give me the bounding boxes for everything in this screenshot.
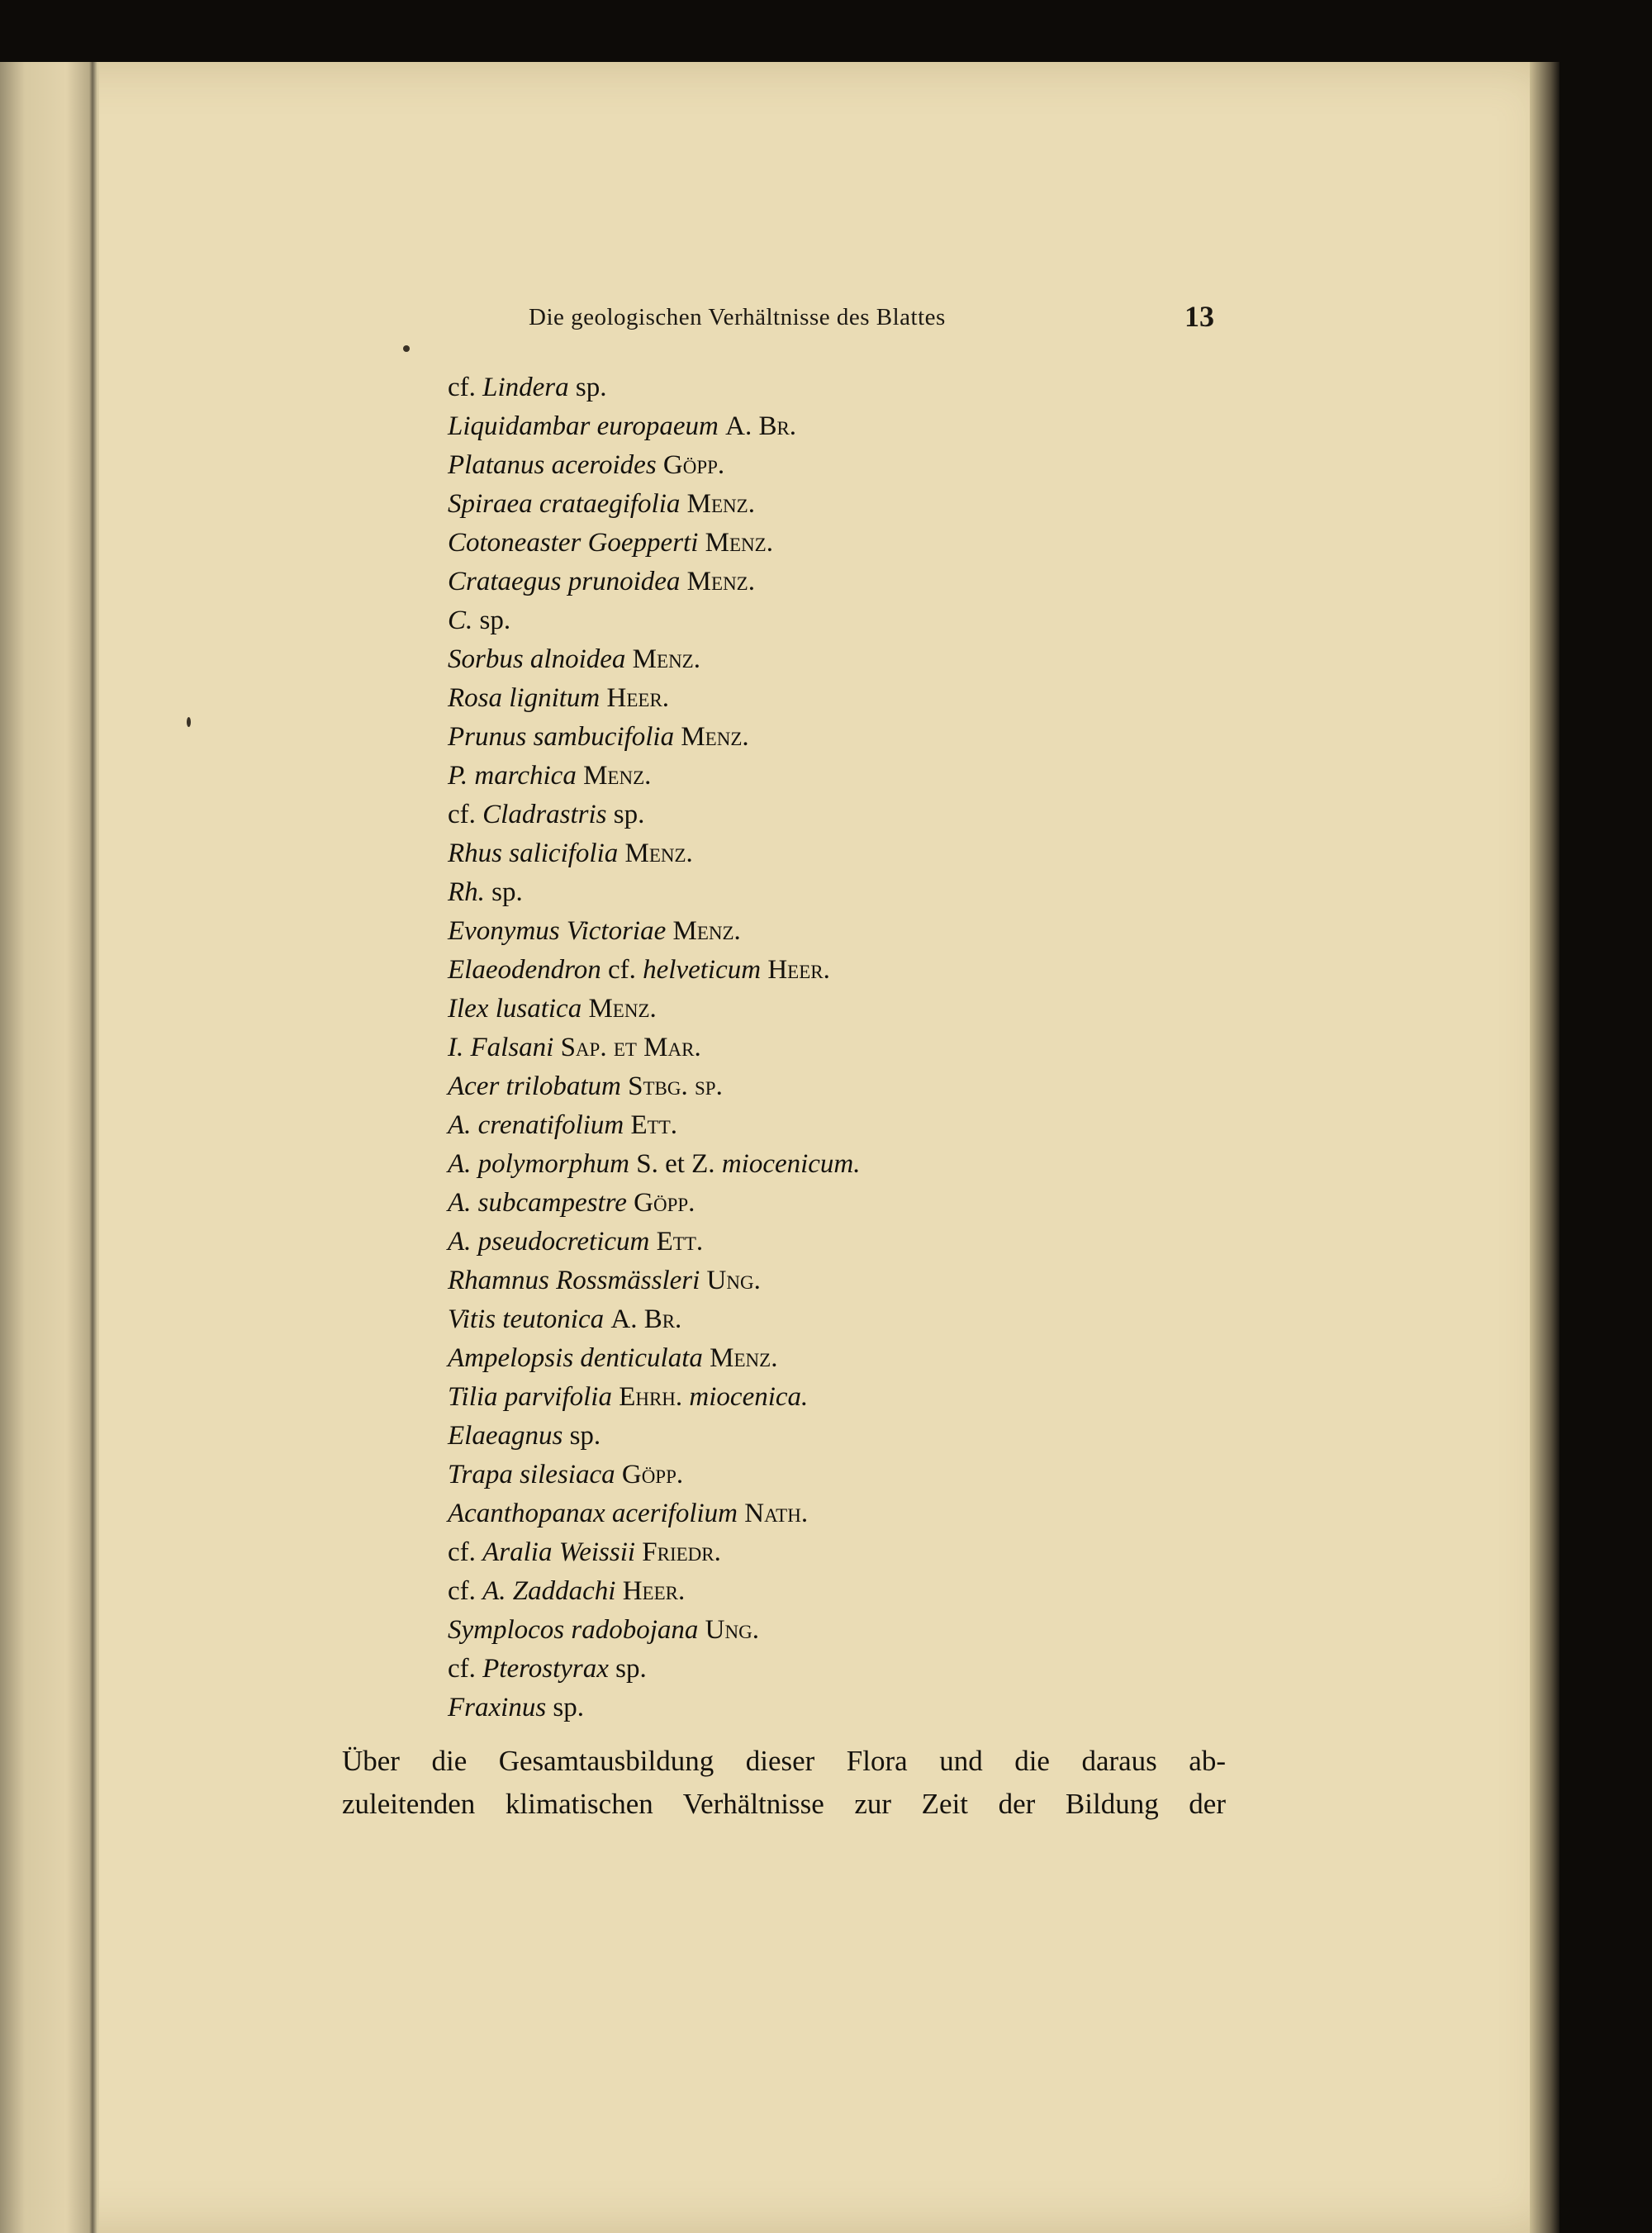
species-author: Ehrh.: [619, 1382, 683, 1412]
species-genus: Acer trilobatum: [448, 1071, 621, 1101]
print-speck: [403, 345, 410, 352]
species-entry: [448, 1145, 1356, 1184]
species-author: Menz.: [583, 761, 652, 791]
page-edge: [1530, 62, 1559, 2233]
paragraph-line-1: Über die Gesamtausbildung dieser Flora und die daraus ab-: [342, 1745, 1226, 1777]
species-pre: cf.: [448, 800, 483, 829]
species-post: [698, 528, 705, 558]
species-post: [612, 1382, 619, 1412]
print-speck: [187, 717, 191, 727]
species-post: sp.: [608, 1654, 647, 1684]
species-author: Ung.: [705, 1615, 759, 1645]
species-entry: [448, 524, 1356, 563]
species-genus: Elaeagnus: [448, 1421, 563, 1451]
species-genus: Prunus sambucifolia: [448, 722, 675, 752]
species-entry: [448, 1378, 1356, 1417]
species-genus: Platanus aceroides: [448, 450, 657, 480]
species-genus: Ampelopsis denticulata: [448, 1343, 703, 1373]
species-author: Ung.: [706, 1266, 761, 1295]
species-author: Heer.: [606, 683, 670, 713]
species-genus: Rh.: [448, 877, 485, 907]
species-entry: [448, 1572, 1356, 1611]
species-author: Menz.: [624, 839, 693, 868]
species-genus: Acanthopanax acerifolium: [448, 1499, 738, 1528]
species-post: [657, 450, 663, 480]
species-author: Friedr.: [642, 1537, 721, 1567]
species-entry: [448, 1456, 1356, 1494]
species-pre: cf.: [448, 1576, 483, 1606]
species-entry: [448, 601, 1356, 640]
species-author: Menz.: [672, 916, 741, 946]
species-entry: [448, 407, 1356, 446]
species-genus: A. subcampestre: [448, 1188, 627, 1218]
species-genus: P. marchica: [448, 761, 577, 791]
species-post: [680, 567, 686, 596]
species-entry: [448, 757, 1356, 796]
species-author: Heer.: [622, 1576, 686, 1606]
species-entry: [448, 446, 1356, 485]
species-genus: Spiraea crataegifolia: [448, 489, 681, 519]
species-post: [719, 411, 725, 441]
species-author: Menz.: [632, 644, 700, 674]
species-entry: [448, 679, 1356, 718]
species-post: [680, 489, 686, 519]
binding-gutter: [0, 62, 99, 2233]
species-entry: [448, 1611, 1356, 1650]
species-author: Heer.: [767, 955, 830, 985]
species-post: [600, 683, 606, 713]
species-extra: miocenicum.: [721, 1149, 861, 1179]
species-genus: Trapa silesiaca: [448, 1460, 615, 1489]
species-post: [624, 1110, 630, 1140]
species-author: Göpp.: [634, 1188, 695, 1218]
species-entry: [448, 368, 1356, 407]
species-post: sp.: [563, 1421, 601, 1451]
species-genus: Liquidambar europaeum: [448, 411, 719, 441]
species-entry: [448, 1223, 1356, 1261]
species-entry: [448, 796, 1356, 834]
species-entry: [448, 1689, 1356, 1727]
species-entry: [448, 1494, 1356, 1533]
species-genus: Rosa lignitum: [448, 683, 601, 713]
paragraph-line-2: zuleitenden klimatischen Verhältnisse zur Zeit der Bildung der: [342, 1788, 1226, 1820]
species-author: Menz.: [705, 528, 773, 558]
species-author: Stbg. sp.: [628, 1071, 723, 1101]
species-pre: cf.: [448, 373, 483, 402]
species-genus: Rhus salicifolia: [448, 839, 619, 868]
species-entry: [448, 873, 1356, 912]
species-entry: [448, 1106, 1356, 1145]
species-post: sp.: [546, 1693, 585, 1722]
species-entry: [448, 1417, 1356, 1456]
species-author: Ett.: [656, 1227, 704, 1257]
species-author: A. Br.: [725, 411, 797, 441]
species-post: [621, 1071, 628, 1101]
species-author: Menz.: [681, 722, 749, 752]
species-post: [615, 1576, 622, 1606]
running-title: Die geologischen Verhältnisse des Blattes: [529, 304, 946, 330]
species-entry: [448, 1029, 1356, 1067]
species-entry: [448, 563, 1356, 601]
species-post: sp.: [568, 373, 607, 402]
species-post: [625, 644, 632, 674]
species-post: [615, 1460, 622, 1489]
species-extra2: miocenica.: [682, 1382, 809, 1412]
species-genus: C.: [448, 606, 473, 635]
species-author: Menz.: [686, 567, 755, 596]
species-entry: [448, 990, 1356, 1029]
species-post: sp.: [606, 800, 645, 829]
species-entry: [448, 1184, 1356, 1223]
species-author: Göpp.: [662, 450, 725, 480]
species-pre: cf.: [448, 1654, 483, 1684]
species-pre: cf.: [448, 1537, 483, 1567]
page-number: 13: [1184, 300, 1214, 333]
species-genus: Cotoneaster Goepperti: [448, 528, 699, 558]
species-genus: A. polymorphum: [448, 1149, 629, 1179]
species-post: [553, 1033, 560, 1062]
species-genus: Elaeodendron: [448, 955, 601, 985]
species-genus: Cladrastris: [482, 800, 607, 829]
species-author: Menz.: [710, 1343, 778, 1373]
species-author: Nath.: [744, 1499, 809, 1528]
species-author: Menz.: [686, 489, 755, 519]
species-extra: helveticum: [643, 955, 762, 985]
species-entry: [448, 1650, 1356, 1689]
species-genus: Fraxinus: [448, 1693, 547, 1722]
species-genus: A. Zaddachi: [482, 1576, 616, 1606]
species-genus: Pterostyrax: [482, 1654, 609, 1684]
species-post: S. et Z.: [629, 1149, 722, 1179]
species-genus: Aralia Weissii: [482, 1537, 636, 1567]
species-entry: [448, 1067, 1356, 1106]
species-genus: Vitis teutonica: [448, 1304, 605, 1334]
species-entry: [448, 640, 1356, 679]
species-post: [698, 1615, 705, 1645]
species-post: [700, 1266, 706, 1295]
species-post: cf.: [601, 955, 643, 985]
species-genus: Ilex lusatica: [448, 994, 582, 1024]
species-author: Göpp.: [621, 1460, 684, 1489]
species-genus: A. crenatifolium: [448, 1110, 624, 1140]
species-author: Ett.: [630, 1110, 678, 1140]
species-entry: [448, 912, 1356, 951]
species-genus: Tilia parvifolia: [448, 1382, 612, 1412]
species-genus: A. pseudocreticum: [448, 1227, 650, 1257]
species-genus: Rhamnus Rossmässleri: [448, 1266, 700, 1295]
species-genus: Crataegus prunoidea: [448, 567, 681, 596]
species-genus: Lindera: [482, 373, 569, 402]
species-post: [618, 839, 624, 868]
species-genus: I. Falsani: [448, 1033, 554, 1062]
species-post: sp.: [472, 606, 511, 635]
species-entry: [448, 485, 1356, 524]
species-entry: [448, 718, 1356, 757]
species-entry: [448, 1339, 1356, 1378]
species-entry: [448, 834, 1356, 873]
species-post: [649, 1227, 656, 1257]
species-entry: [448, 951, 1356, 990]
species-post: [703, 1343, 710, 1373]
species-post: [627, 1188, 634, 1218]
species-genus: Evonymus Victoriae: [448, 916, 667, 946]
species-list: [448, 368, 1356, 1727]
species-author: A. Br.: [610, 1304, 682, 1334]
species-genus: Symplocos radobojana: [448, 1615, 699, 1645]
species-post: [577, 761, 583, 791]
species-entry: [448, 1300, 1356, 1339]
species-author: Sap. et Mar.: [560, 1033, 701, 1062]
species-post: sp.: [484, 877, 523, 907]
species-author: Menz.: [588, 994, 657, 1024]
species-entry: [448, 1261, 1356, 1300]
species-entry: [448, 1533, 1356, 1572]
species-genus: Sorbus alnoidea: [448, 644, 626, 674]
